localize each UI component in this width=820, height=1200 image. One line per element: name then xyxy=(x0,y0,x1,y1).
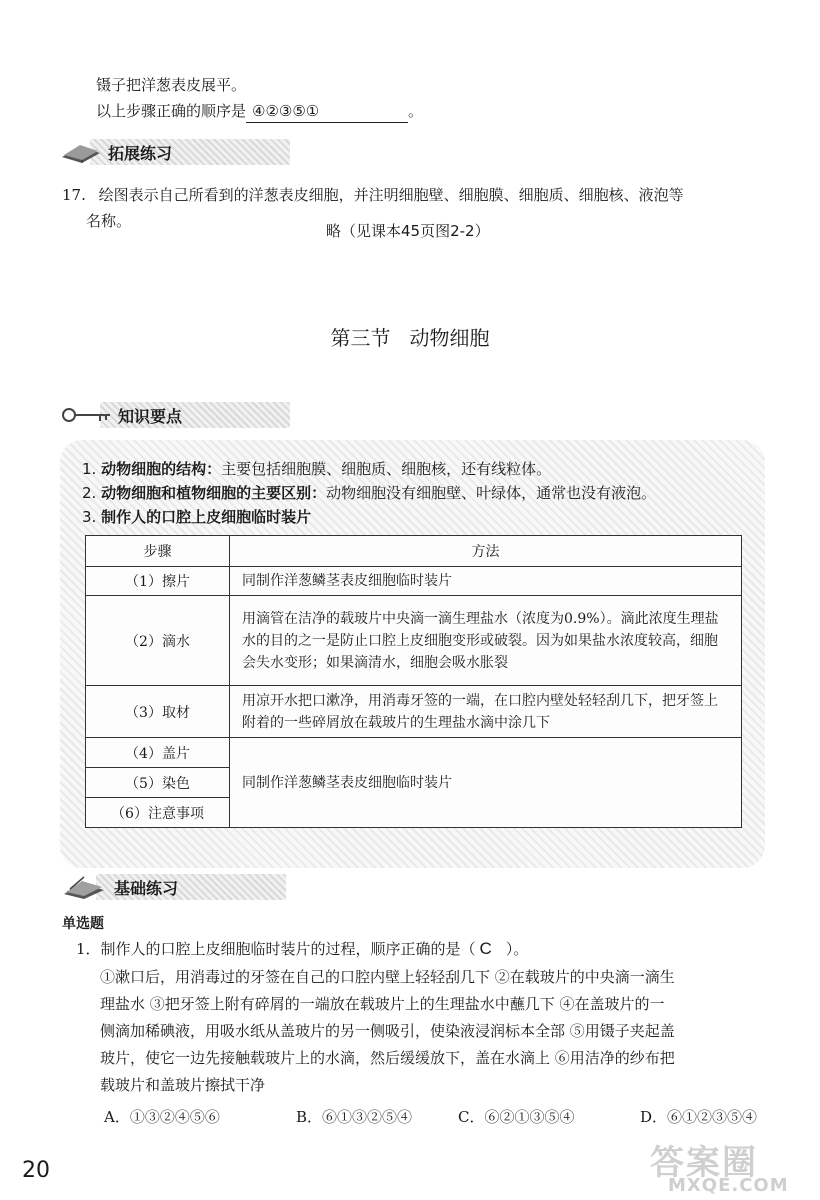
table-row xyxy=(86,686,742,738)
basic-practice-header xyxy=(60,872,178,902)
header-method: 方法 xyxy=(230,536,742,567)
question-17-text-1: 绘图表示自己所看到的洋葱表皮细胞，并注明细胞壁、细胞膜、细胞质、细胞核、液泡等 xyxy=(98,186,684,204)
question-type-label: 单选题 xyxy=(62,916,104,932)
question-1-answer: C xyxy=(479,939,492,958)
item-heading: 制作人的口腔上皮细胞临时装片 xyxy=(101,508,312,526)
extension-practice-header xyxy=(60,137,172,167)
step-cell: （4）盖片 xyxy=(86,738,230,768)
extension-practice-title: 拓展练习 xyxy=(108,143,173,163)
instruction-line: 镊子把洋葱表皮展平。 xyxy=(96,76,247,94)
question-17-answer: 略（见课本45页图2-2） xyxy=(326,222,490,240)
section-title: 第三节 动物细胞 xyxy=(330,326,490,350)
question-1-body-line: 理盐水 ③把牙签上附有碎屑的一端放在载玻片上的生理盐水中蘸几下 ④在盖玻片的一 xyxy=(100,995,665,1013)
step-cell: （2）滴水 xyxy=(86,596,230,686)
knowledge-item-3 xyxy=(82,506,311,528)
option-d: D．⑥①②③⑤④ xyxy=(640,1108,758,1126)
watermark xyxy=(650,1135,800,1195)
step-cell: （3）取材 xyxy=(86,686,230,738)
option-c: C．⑥②①③⑤④ xyxy=(458,1108,575,1126)
question-1 xyxy=(76,938,528,960)
method-cell: 同制作洋葱鳞茎表皮细胞临时装片 xyxy=(230,567,742,596)
basic-practice-title: 基础练习 xyxy=(114,878,179,898)
order-question-line xyxy=(96,100,423,123)
key-icon xyxy=(60,402,114,428)
order-answer: ④②③⑤① xyxy=(246,100,408,123)
knowledge-item-1 xyxy=(82,458,551,480)
page-number: 20 xyxy=(22,1158,50,1183)
question-1-body-line: 侧滴加稀碘液，用吸水纸从盖玻片的另一侧吸引，使染液浸润标本全部 ⑤用镊子夹起盖 xyxy=(100,1022,675,1040)
procedure-table xyxy=(85,535,742,828)
question-17-text-2: 名称。 xyxy=(86,212,132,230)
item-number: 1. xyxy=(82,460,97,478)
option-a: A．①③②④⑤⑥ xyxy=(104,1108,220,1126)
table-row xyxy=(86,596,742,686)
question-1-stem-end: ）。 xyxy=(505,940,529,958)
order-question-end: 。 xyxy=(408,102,424,120)
item-heading: 动物细胞的结构： xyxy=(101,460,222,478)
header-step: 步骤 xyxy=(86,536,230,567)
knowledge-title: 知识要点 xyxy=(118,406,183,426)
option-b: B．⑥①③②⑤④ xyxy=(296,1108,413,1126)
question-1-body-line: ①漱口后，用消毒过的牙签在自己的口腔内壁上轻轻刮几下 ②在载玻片的中央滴一滴生 xyxy=(100,968,675,986)
open-book-icon xyxy=(60,874,108,900)
question-1-body-line: 载玻片和盖玻片擦拭干净 xyxy=(100,1076,266,1094)
order-question-text: 以上步骤正确的顺序是 xyxy=(96,102,247,120)
table-row xyxy=(86,567,742,596)
question-17 xyxy=(62,184,684,206)
item-text: 主要包括细胞膜、细胞质、细胞核，还有线粒体。 xyxy=(221,460,552,478)
question-1-stem: 1．制作人的口腔上皮细胞临时装片的过程，顺序正确的是（ xyxy=(76,940,476,958)
step-cell: （5）染色 xyxy=(86,768,230,798)
knowledge-header xyxy=(60,400,182,430)
question-1-body-line: 玻片，使它一边先接触载玻片上的水滴，然后缓缓放下，盖在水滴上 ⑥用洁净的纱布把 xyxy=(100,1049,675,1067)
knowledge-item-2 xyxy=(82,482,656,504)
method-cell: 用滴管在洁净的载玻片中央滴一滴生理盐水（浓度为0.9%）。滴此浓度生理盐水的目的之一是防止口腔上皮细胞变形或破裂。因为如果盐水浓度较高，细胞会失水变形；如果滴清水，细胞会吸水胀裂 xyxy=(230,596,742,686)
book-icon xyxy=(60,139,104,165)
item-heading: 动物细胞和植物细胞的主要区别： xyxy=(101,484,327,502)
item-number: 3. xyxy=(82,508,97,526)
method-cell-merged: 同制作洋葱鳞茎表皮细胞临时装片 xyxy=(230,738,742,828)
step-cell: （1）擦片 xyxy=(86,567,230,596)
item-number: 2. xyxy=(82,484,97,502)
item-text: 动物细胞没有细胞壁、叶绿体，通常也没有液泡。 xyxy=(326,484,657,502)
question-number: 17. xyxy=(62,186,86,204)
watermark-url: MXQE.COM xyxy=(668,1175,789,1196)
step-cell: （6）注意事项 xyxy=(86,798,230,828)
watermark-text: 答案圈 xyxy=(650,1143,758,1183)
method-cell: 用凉开水把口漱净，用消毒牙签的一端，在口腔内壁处轻轻刮几下，把牙签上附着的一些碎屑放在载玻片的生理盐水滴中涂几下 xyxy=(230,686,742,738)
table-header-row xyxy=(86,536,742,567)
table-row xyxy=(86,738,742,768)
